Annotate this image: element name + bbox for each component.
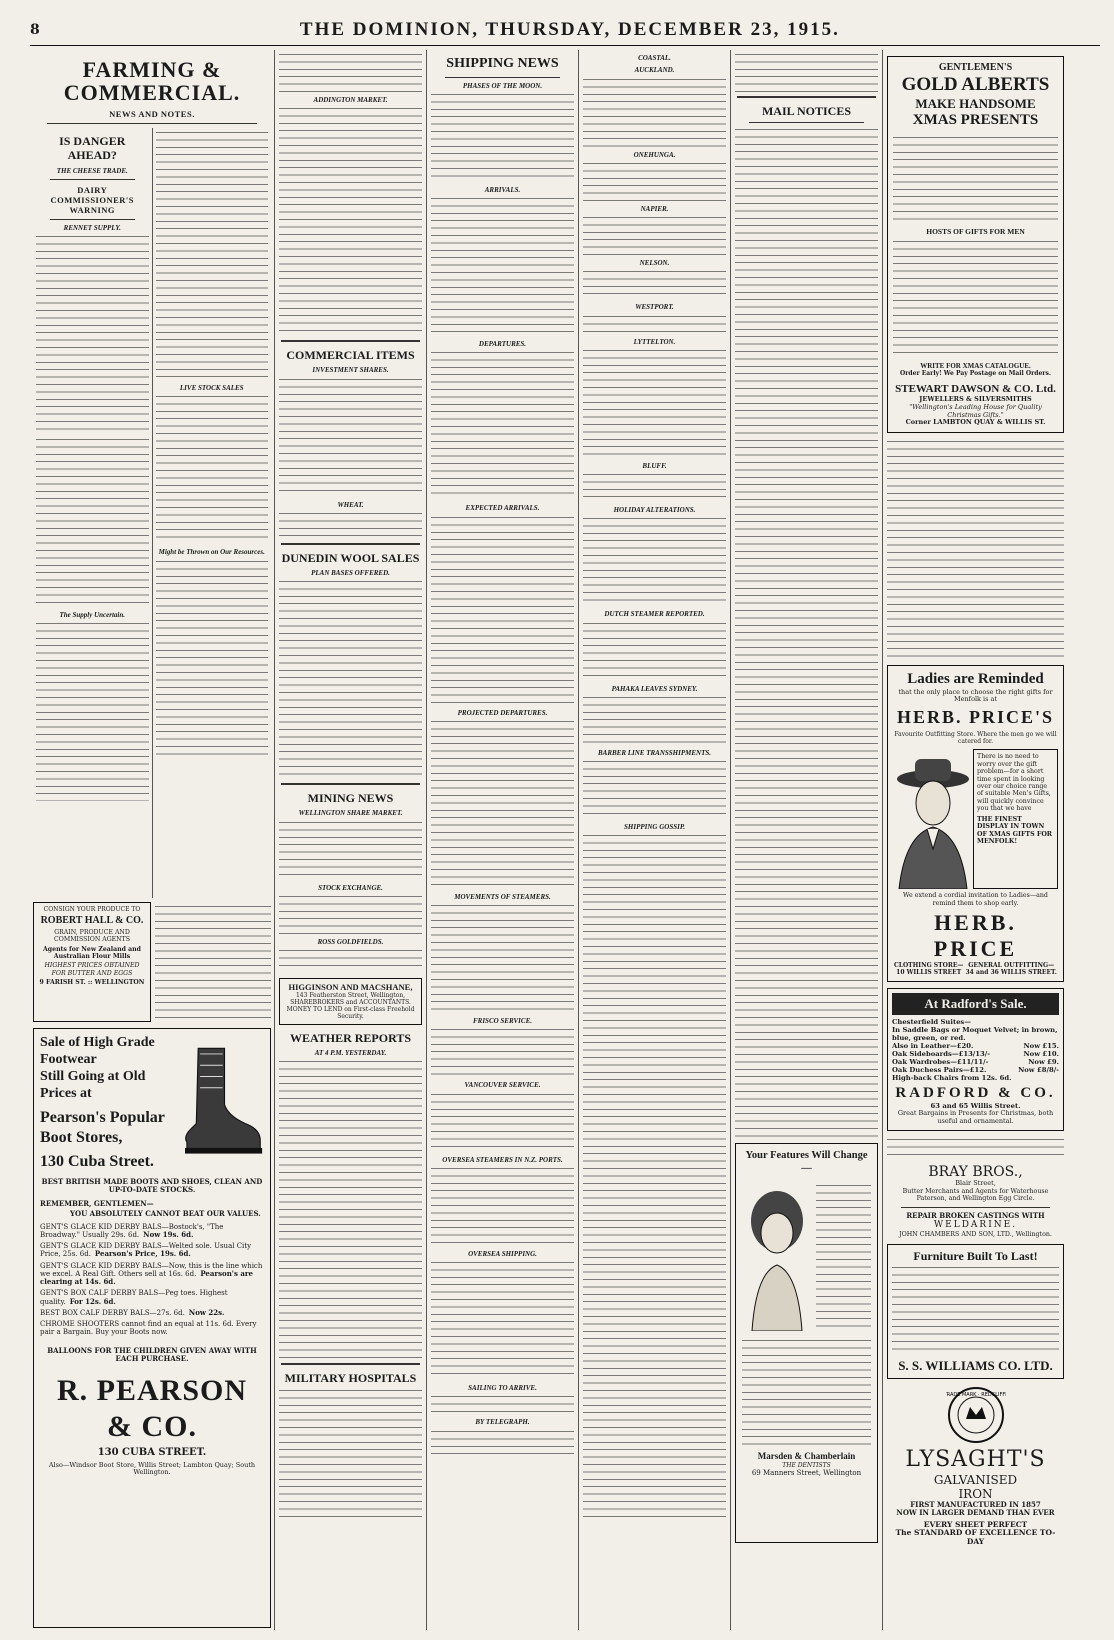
stewart-firm: STEWART DAWSON & CO. Ltd. [895,383,1056,396]
westport-heading: WESTPORT. [635,303,674,312]
movements-heading: MOVEMENTS OF STEAMERS. [454,892,551,901]
article-body [156,559,269,759]
story-heading: IS DANGER AHEAD? [59,134,126,163]
goldfields-heading: ROSS GOLDFIELDS. [317,937,384,946]
article-body [279,1388,422,1518]
radford-firm: RADFORD & CO. [895,1084,1056,1101]
alberts-order: Order Early! We Pay Postage on Mail Orders. [900,370,1051,378]
herb-price-clothing: CLOTHING STORE— 10 WILLIS STREET [893,962,964,977]
robert-hall-ad [33,902,151,1022]
radford-item [892,1042,1059,1050]
tide-table [431,92,574,182]
article-body [583,695,726,745]
article-body [583,269,726,299]
projected-list [431,719,574,889]
alberts-gifts: HOSTS OF GIFTS FOR MEN [926,227,1025,237]
story-subheading: THE CHEESE TRADE. [56,166,128,175]
radford-tagline: Great Bargains in Presents for Christmas, both useful and ornamental. [897,1109,1054,1126]
robert-hall-firm: ROBERT HALL & CO. [40,915,144,927]
article-body [742,1338,871,1448]
mining-heading: MINING NEWS [307,791,394,806]
radford-address: 63 and 65 Willis Street. [930,1102,1021,1111]
telegraph-heading: BY TELEGRAPH. [475,1418,530,1427]
higginson-ad [279,978,422,1024]
wheat-heading: WHEAT. [337,500,364,509]
napier-heading: NAPIER. [640,204,669,213]
article-body [279,511,422,539]
page-number: 8 [30,21,40,38]
higginson-text: 143 Featherston Street, Wellington, SHAREBROKERS and ACCOUNTANTS. MONEY TO LEND on First-class Freehold Security. [286,992,415,1021]
article-body [156,394,269,544]
herb-price-ad [887,665,1064,982]
column-commercial [275,50,427,1630]
ladies-sub: that the only place to choose the right gifts for Menfolk is at [898,687,1053,704]
article-body [279,820,422,880]
robert-hall-line-2: GRAIN, PRODUCE AND COMMISSION AGENTS [54,929,130,944]
article-body [887,439,1064,659]
oversea-shipping-heading: OVERSEA SHIPPING. [468,1249,537,1258]
column-farming [30,50,275,1630]
pearson-head-4: 130 Cuba Street. [40,1152,154,1170]
holiday-heading: HOLIDAY ALTERATIONS. [613,506,696,514]
farming-subcolumn-right [153,128,272,898]
trade-mark-logo-icon [946,1385,1006,1445]
mining-subheading: WELLINGTON SHARE MARKET. [298,809,403,818]
bray-sub: Butter Merchants and Agents for Waterhouse Paterson, and Wellington Egg Circle. [902,1187,1049,1203]
dairy-company-heading: LIVE STOCK SALES [179,384,244,393]
pearson-branches: Also—Windsor Boot Store, Willis Street; Lambton Quay; South Wellington. [48,1460,256,1477]
article-body [583,314,726,334]
radford-item-name: Chesterfield Suites— [892,1017,972,1026]
article-body [279,106,422,336]
vancouver-heading: VANCOUVER SERVICE. [464,1081,541,1090]
expected-list [431,515,574,705]
coastal-heading: COASTAL. [638,54,671,62]
dutch-heading: DUTCH STEAMER REPORTED. [604,610,705,619]
oversea-table [431,1260,574,1380]
radford-item [892,1058,1059,1066]
pearson-banner: BEST BRITISH MADE BOOTS AND SHOES, CLEAN AND UP-TO-DATE STOCKS. [41,1176,263,1194]
pearson-item-price: Pearson's Price, 19s. 6d. [94,1249,191,1259]
departures-list [431,350,574,500]
pearson-item-list [40,1223,264,1337]
radford-item-price: Now £15. [1023,1041,1059,1050]
stewart-tagline: "Wellington's Leading House for Quality Christmas Gifts." [909,403,1042,419]
pearson-item-desc: GENT'S GLACE KID DERBY BALS—Bostock's, "The Broadway." Usually 29s. 6d. [40,1222,224,1239]
supply-heading: The Supply Uncertain. [59,611,126,620]
gentleman-hat-illustration [893,749,973,889]
radford-heading: At Radford's Sale. [892,993,1059,1014]
pearson-firm: R. PEARSON & CO. [56,1374,247,1443]
projected-heading: PROJECTED DEPARTURES. [457,708,548,717]
stewart-sub: JEWELLERS & SILVERSMITHS [919,395,1032,404]
dentist-ad [735,1143,878,1543]
radford-item-price: Now £10. [1023,1049,1059,1058]
lysaght-logo-text: TRADE MARK · REDCLIFFE [945,1391,1006,1398]
pearson-address: 130 CUBA STREET. [97,1446,207,1458]
pearson-item-desc: GENT'S BOX CALF DERBY BALS—Peg toes. Highest quality. [40,1289,228,1306]
article-body [816,1183,871,1333]
pearson-balloons: BALLOONS FOR THE CHILDREN GIVEN AWAY WITH EACH PURCHASE. [47,1345,257,1363]
article-body [735,52,878,92]
pearson-boot-ad [33,1028,271,1628]
radford-item-list [892,1018,1059,1074]
radford-item-name: Also in Leather—£20. [892,1041,974,1050]
article-body [155,904,271,1019]
radford-item [892,1066,1059,1074]
radford-item-name: Oak Duchess Pairs—£12. [892,1065,987,1074]
article-body [36,437,149,607]
radford-item [892,1050,1059,1058]
pearson-item-desc: BEST BOX CALF DERBY BALS—27s. 6d. [40,1308,185,1317]
frisco-heading: FRISCO SERVICE. [472,1017,532,1026]
bluff-heading: BLUFF. [642,461,667,470]
pearson-item [40,1289,264,1306]
article-body [583,77,726,147]
lysaght-sub-1: GALVANISED [933,1472,1018,1487]
ladies-heading: Ladies are Reminded [907,670,1044,687]
robert-hall-consign: CONSIGN YOUR PRODUCE TO [43,906,141,914]
alberts-catalogue: WRITE FOR XMAS CATALOGUE. [920,362,1031,371]
lysaght-ad [887,1385,1064,1548]
article-body [431,1394,574,1414]
auckland-heading: AUCKLAND. [634,66,675,75]
pearson-item [40,1309,264,1317]
article-body [583,472,726,502]
boot-illustration [170,1035,264,1165]
lysaght-firm: LYSAGHT'S [905,1446,1046,1472]
article-body [279,894,422,934]
dentist-role: THE DENTISTS [782,1461,831,1469]
article-body [893,239,1058,359]
alberts-line-2: GOLD ALBERTS [901,73,1050,95]
article-body [431,1027,574,1077]
lysaght-line-2: NOW IN LARGER DEMAND THAN EVER [896,1508,1055,1518]
hospitals-heading: MILITARY HOSPITALS [284,1370,417,1385]
masthead [30,18,1100,46]
herb-price-tagline: Favourite Outfitting Store. Where the men go we will catered for. [894,731,1057,746]
article-body [431,1429,574,1459]
share-table [279,377,422,497]
radford-item-price: Now £8/8/- [1018,1065,1059,1074]
mail-heading: MAIL NOTICES [761,104,852,118]
radford-item [892,1026,1059,1042]
weldarine-heading: REPAIR BROKEN CASTINGS WITH [906,1210,1045,1220]
article-body [583,348,726,458]
commercial-heading: COMMERCIAL ITEMS [286,348,415,363]
article-body [156,130,269,380]
expected-heading: EXPECTED ARRIVALS. [465,504,540,513]
dentist-firm: Marsden & Chamberlain [757,1450,856,1461]
article-body [279,52,422,92]
article-body [431,1166,574,1246]
weather-heading: WEATHER REPORTS [289,1030,412,1045]
article-body [279,948,422,972]
article-body [431,1092,574,1152]
pearson-item-desc: GENT'S GLACE KID DERBY BALS—Now, this is the line which we excel. A Real Gift. Others sell at 16s. 6d. [40,1261,263,1278]
furniture-heading: Furniture Built To Last! [913,1249,1038,1264]
onehunga-heading: ONEHUNGA. [633,150,676,159]
stewart-address: Corner LAMBTON QUAY & WILLIS ST. [905,418,1046,427]
pearson-item-desc: GENT'S GLACE KID DERBY BALS—Welted sole. Usual City Price, 25s. 6d. [40,1242,252,1259]
gold-alberts-ad [887,56,1064,433]
bray-firm: BRAY BROS., [928,1163,1023,1180]
pahaka-heading: PAHAKA LEAVES SYDNEY. [611,684,698,693]
column-coastal [579,50,731,1630]
herb-price-box [973,749,1058,889]
pearson-item-price: Now 19s. 6d. [143,1229,194,1239]
resources-heading: Might be Thrown on Our Resources. [158,548,265,557]
pearson-head-1: Sale of High Grade Footwear [40,1035,155,1067]
dentist-address: 69 Manners Street, Wellington [751,1468,862,1477]
weather-subheading: AT 4 P.M. YESTERDAY. [314,1048,387,1057]
investment-heading: INVESTMENT SHARES. [312,366,389,375]
alberts-line-3: MAKE HANDSOME [915,96,1036,112]
furniture-ad [887,1244,1064,1378]
article-body [583,215,726,255]
arrivals-heading: ARRIVALS. [484,185,521,194]
farming-subcolumn-left [33,128,153,898]
wool-table [279,579,422,779]
radford-item [892,1018,1059,1026]
column-shipping [427,50,579,1630]
shipping-heading: SHIPPING NEWS [446,56,559,71]
robert-hall-address: 9 FARISH ST. :: WELLINGTON [39,978,145,986]
arrivals-list [431,196,574,336]
higginson-firm: HIGGINSON AND MACSHANE, [288,982,413,993]
article-body [583,833,726,1523]
dunedin-subheading: PLAN BASES OFFERED. [311,569,390,578]
lyttelton-heading: LYTTELTON. [633,337,676,346]
column-ads [883,50,1068,1630]
alberts-line-4: XMAS PRESENTS [912,111,1039,128]
article-body [583,516,726,606]
article-body [887,1137,1064,1161]
article-body [583,161,726,201]
nelson-heading: NELSON. [639,259,670,267]
article-body [892,1265,1059,1355]
herb-price-firm-2: HERB. PRICE [933,910,1018,962]
addington-heading: ADDINGTON MARKET. [313,96,388,104]
pearson-item-price: Now 22s. [188,1307,225,1317]
weather-body [279,1059,422,1359]
lysaght-line-4: The STANDARD OF EXCELLENCE TO-DAY [895,1528,1056,1547]
furniture-firm: S. S. WILLIAMS CO. LTD. [898,1358,1053,1374]
radford-item-price: Now £9. [1028,1057,1059,1066]
herb-price-invite: We extend a cordial invitation to Ladies—and remind them to shop early. [903,892,1048,907]
bray-address: Blair Street, [955,1179,996,1188]
radford-ad [887,988,1064,1130]
harbour-heading: BARBER LINE TRANSSHIPMENTS. [597,748,711,757]
article-body [583,621,726,681]
radford-note: High-back Chairs from 12s. 6d. [892,1073,1012,1082]
dentist-headline: Your Features Will Change— [745,1150,868,1174]
stock-exchange-heading: STOCK EXCHANGE. [318,883,383,892]
pearson-head-2: Still Going at Old Prices at [40,1068,146,1101]
herb-price-outfitting: GENERAL OUTFITTING— 34 and 36 WILLIS STREET. [965,962,1057,977]
column-mail [731,50,883,1630]
radford-item-name: Oak Sideboards—£13/13/- [892,1049,991,1058]
pearson-item [40,1262,264,1287]
moon-heading: PHASES OF THE MOON. [462,81,543,90]
herb-price-firm: HERB. PRICE'S [896,706,1055,727]
woman-portrait-illustration [742,1181,812,1331]
pearson-cannot: YOU ABSOLUTELY CANNOT BEAT OUR VALUES. [70,1209,261,1219]
pearson-item [40,1242,264,1259]
movements-list [431,903,574,1013]
lysaght-line-1: FIRST MANUFACTURED IN 1857 [910,1500,1041,1510]
radford-item-name: In Saddle Bags or Moquet Velvet; in brown, blue, green, or red. [892,1025,1058,1042]
weldarine-word: WELDARINE. [933,1220,1018,1231]
weldarine-address: JOHN CHAMBERS AND SON, LTD., Wellington. [899,1230,1052,1238]
rennet-heading: RENNET SUPPLY. [63,223,121,232]
pearson-head-3: Pearson's Popular Boot Stores, [40,1109,165,1146]
sailing-heading: SAILING TO ARRIVE. [468,1384,537,1393]
pearson-item-price: Pearson's are clearing at 14s. 6d. [40,1268,253,1287]
departures-heading: DEPARTURES. [478,340,527,349]
lysaght-sub-2: IRON [958,1486,993,1501]
masthead-title: THE DOMINION, THURSDAY, DECEMBER 23, 1915. [299,18,840,40]
overseas-heading: OVERSEA STEAMERS IN N.Z. PORTS. [442,1155,563,1164]
herb-price-box-highlight: THE FINEST DISPLAY IN TOWN OF XMAS GIFTS FOR MENFOLK! [977,815,1053,846]
pearson-item-desc: CHROME SHOOTERS cannot find an equal at 11s. 6d. Every pair a Bargain. Buy your Boots now. [40,1320,257,1337]
news-notes-heading: NEWS AND NOTES. [109,109,195,120]
radford-item-name: Oak Wardrobes—£11/11/- [892,1057,989,1066]
article-body [36,234,149,434]
article-body [893,135,1058,225]
mail-body [735,127,878,1137]
pearson-item [40,1223,264,1240]
dairy-commissioner-heading: DAIRY COMMISSIONER'S WARNING [50,184,134,215]
lysaght-line-3: EVERY SHEET PERFECT [923,1519,1028,1529]
dunedin-heading: DUNEDIN WOOL SALES [281,550,420,565]
herb-price-box-text: There is no need to worry over the gift problem—for a short time spent in looking over our choice range of suitable Men's Gifts, will quickly convince you that we have [977,753,1051,813]
pearson-item [40,1320,264,1337]
robert-hall-line-3: Agents for New Zealand and Australian Flour Mills [43,945,141,961]
pearson-item-price: For 12s. 6d. [69,1296,116,1306]
section-heading-farming: FARMING & COMMERCIAL. [63,57,241,106]
article-body [583,759,726,819]
alberts-line-1: GENTLEMEN'S [938,62,1013,73]
article-body [36,621,149,801]
pearson-remember: REMEMBER, GENTLEMEN— [40,1199,154,1209]
gossip-heading: SHIPPING GOSSIP. [624,823,685,831]
robert-hall-line-4: HIGHEST PRICES OBTAINED FOR BUTTER AND EGGS [44,962,140,977]
